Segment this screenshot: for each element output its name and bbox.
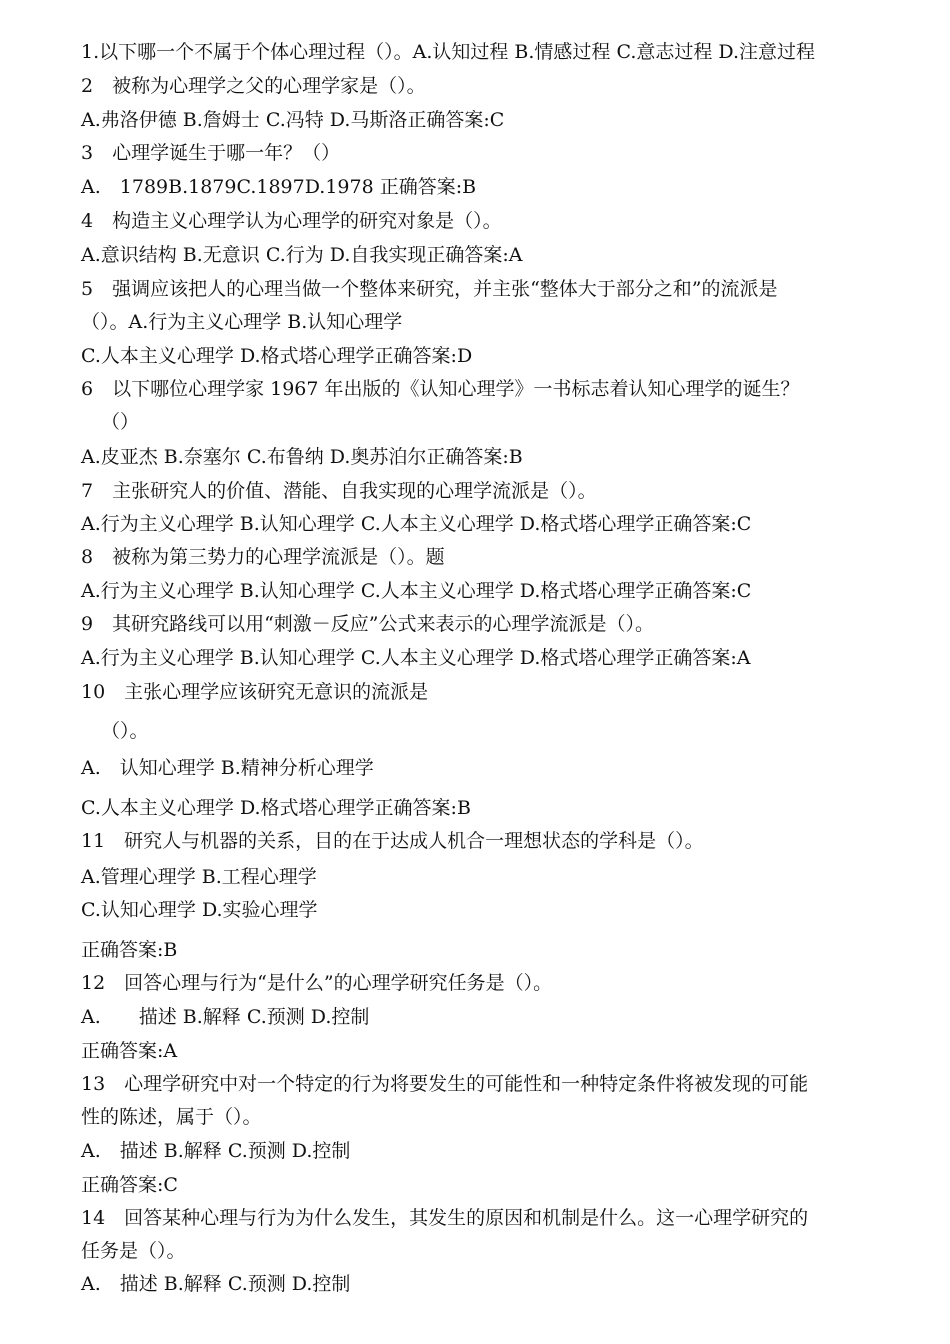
text-line: （） bbox=[101, 411, 140, 433]
text-line: （）。A.行为主义心理学 B.认知心理学 bbox=[81, 311, 403, 333]
text-line: 2 被称为心理学之父的心理学家是（）。 bbox=[81, 75, 426, 97]
text-line: 9 其研究路线可以用“刺激－反应”公式来表示的心理学流派是（）。 bbox=[81, 613, 655, 635]
text-line: 性的陈述，属于（）。 bbox=[81, 1106, 262, 1128]
text-line: A.皮亚杰 B.奈塞尔 C.布鲁纳 D.奥苏泊尔正确答案:B bbox=[81, 446, 523, 468]
text-line: A.弗洛伊德 B.詹姆士 C.冯特 D.马斯洛正确答案:C bbox=[81, 109, 505, 131]
text-line: C.认知心理学 D.实验心理学 bbox=[81, 899, 318, 921]
text-line: A.意识结构 B.无意识 C.行为 D.自我实现正确答案:A bbox=[81, 244, 523, 266]
text-line: 13 心理学研究中对一个特定的行为将要发生的可能性和一种特定条件将被发现的可能 bbox=[81, 1073, 809, 1095]
text-line: 7 主张研究人的价值、潜能、自我实现的心理学流派是（）。 bbox=[81, 480, 597, 502]
text-line: 11 研究人与机器的关系，目的在于达成人机合一理想状态的学科是（）。 bbox=[81, 830, 704, 852]
text-line: 8 被称为第三势力的心理学流派是（）。题 bbox=[81, 546, 445, 568]
text-line: 正确答案:B bbox=[81, 939, 178, 961]
text-line: A.行为主义心理学 B.认知心理学 C.人本主义心理学 D.格式塔心理学正确答案:A bbox=[81, 647, 751, 669]
text-line: 1.以下哪一个不属于个体心理过程（）。A.认知过程 B.情感过程 C.意志过程 D.注意过程 bbox=[81, 41, 816, 63]
text-line: 任务是（）。 bbox=[81, 1240, 186, 1262]
text-line: 5 强调应该把人的心理当做一个整体来研究，并主张“整体大于部分之和”的流派是 bbox=[81, 278, 778, 300]
text-line: 4 构造主义心理学认为心理学的研究对象是（）。 bbox=[81, 210, 502, 232]
text-line: A. 描述 B.解释 C.预测 D.控制 bbox=[81, 1006, 370, 1028]
text-line: A.行为主义心理学 B.认知心理学 C.人本主义心理学 D.格式塔心理学正确答案:C bbox=[81, 513, 752, 535]
text-line: 10 主张心理学应该研究无意识的流派是 bbox=[81, 681, 429, 703]
text-line: A. 描述 B.解释 C.预测 D.控制 bbox=[81, 1273, 351, 1295]
text-line: 3 心理学诞生于哪一年？（） bbox=[81, 142, 341, 164]
text-line: A.行为主义心理学 B.认知心理学 C.人本主义心理学 D.格式塔心理学正确答案:C bbox=[81, 580, 752, 602]
text-line: C.人本主义心理学 D.格式塔心理学正确答案:B bbox=[81, 797, 471, 819]
text-line: 14 回答某种心理与行为为什么发生，其发生的原因和机制是什么。这一心理学研究的 bbox=[81, 1207, 809, 1229]
text-line: （）。 bbox=[101, 720, 149, 742]
text-line: 6 以下哪位心理学家 1967 年出版的《认知心理学》一书标志着认知心理学的诞生？ bbox=[81, 378, 800, 400]
text-line: 正确答案:A bbox=[81, 1040, 178, 1062]
text-line: 正确答案:C bbox=[81, 1174, 178, 1196]
text-line: A. 1789B.1879C.1897D.1978 正确答案:B bbox=[81, 176, 477, 198]
text-line: A. 认知心理学 B.精神分析心理学 bbox=[81, 757, 374, 779]
text-line: A.管理心理学 B.工程心理学 bbox=[81, 866, 317, 888]
text-line: C.人本主义心理学 D.格式塔心理学正确答案:D bbox=[81, 345, 473, 367]
text-line: A. 描述 B.解释 C.预测 D.控制 bbox=[81, 1140, 351, 1162]
text-line: 12 回答心理与行为“是什么”的心理学研究任务是（）。 bbox=[81, 972, 553, 994]
